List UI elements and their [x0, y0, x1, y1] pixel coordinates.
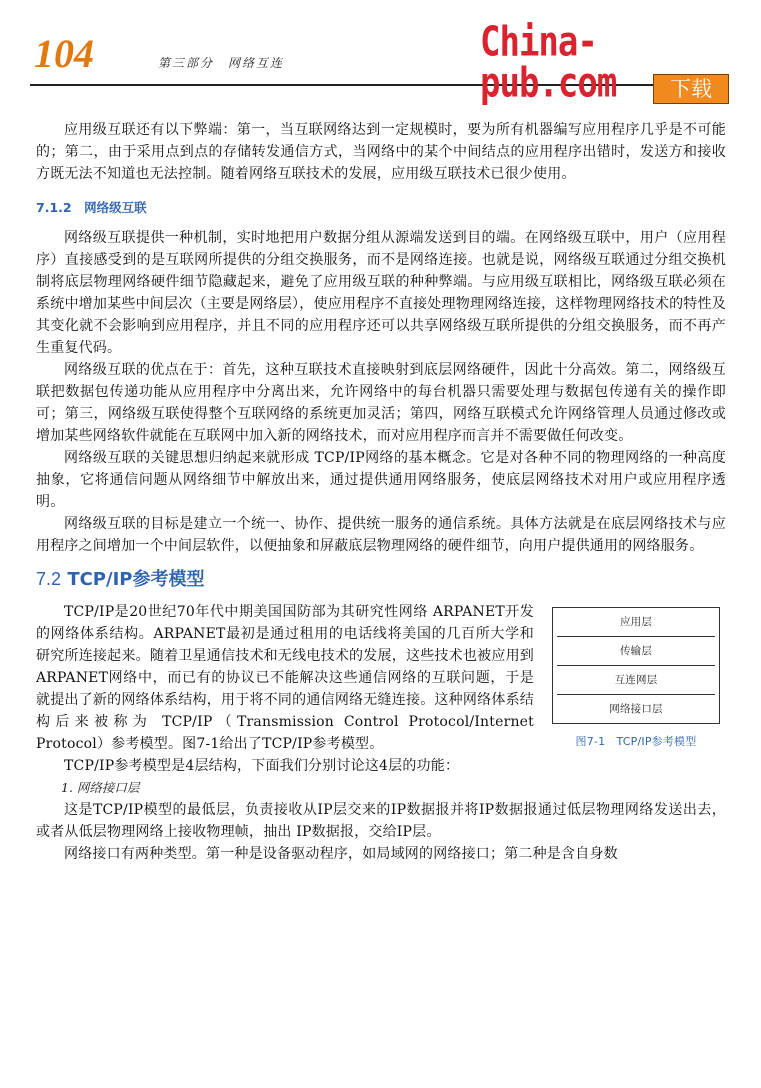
logo-text: China-pub.com	[480, 18, 617, 108]
paragraph-text: TCP/IP是20世纪70年代中期美国国防部为其研究性网络 ARPANET开发的网络体系结构。ARPANET最初是通过租用的电话线将美国的几百所大学和研究所连接起来。随着卫星通信技术和无线电技术的发展，这些技术也被应用到ARPANET网络中，而已有的协议已不能解决这些通信网络的互联问题，于是就提出了新的网络体系结构，用于将不同的通信网络无缝连接。这种网络体系结构后来被称为 TCP/IP（Transmission Control Protocol/Internet Protocol）参考模型。图7-1给出了TCP/IP参考模型。	[36, 604, 534, 752]
paragraph: 网络接口有两种类型。第一种是设备驱动程序，如局域网的网络接口；第二种是含自身数	[64, 846, 618, 862]
paragraph: 网络级互联提供一种机制，实时地把用户数据分组从源端发送到目的端。在网络级互联中，用户（应用程序）直接感受到的是互联网所提供的分组交换服务，而不是网络连接。也就是说，网络级互联通过分组交换机制将底层物理网络硬件细节隐藏起来，避免了应用级互联的种种弊端。与应用级互联相比，网络级互联必须在系统中增加某些中间层次（主要是网络层），使应用程序不直接处理物理网络连接，这样物理网络技术的特性及其变化就不会影响到应用程序，并且不同的应用程序还可以共享网络级互联所提供的分组交换服务，而不再产生重复代码。	[36, 230, 726, 356]
running-title: 第三部分 网络互连	[158, 56, 285, 70]
figure-caption: 图7-1 TCP/IP参考模型	[575, 735, 697, 748]
paragraph: 网络级互联的优点在于：首先，这种互联技术直接映射到底层网络硬件，因此十分高效。第二，网络级互联把数据包传递功能从应用程序中分离出来，允许网络中的每台机器只需要处理与数据包传递有关的操作即可；第三，网络级互联使得整个互联网络的系统更加灵活；第四，网络互联模式允许网络管理人员通过修改或增加某些网络软件就能在互联网中加入新的网络技术，而对应用程序而言并不需要做任何改变。	[36, 362, 726, 444]
layer-application: 应用层	[557, 608, 715, 637]
download-badge[interactable]: 下载	[653, 74, 729, 104]
paragraph: 应用级互联还有以下弊端：第一，当互联网络达到一定规模时，要为所有机器编写应用程序几乎是不可能的；第二，由于采用点到点的存储转发通信方式，当网络中的某个中间结点的应用程序出错时，发送方和接收方既无法不知道也无法控制。随着网络互联技术的发展，应用级互联技术已很少使用。	[36, 122, 726, 182]
paragraph: 这是TCP/IP模型的最低层，负责接收从IP层交来的IP数据报并将IP数据报通过低层物理网络发送出去，或者从低层物理网络上接收物理帧，抽出 IP数据报，交给IP层。	[36, 802, 726, 840]
section-heading-7-1-2: 7.1.2 网络级互联	[36, 200, 147, 215]
paragraph: 网络级互联的关键思想归纳起来就形成 TCP/IP网络的基本概念。它是对各种不同的物理网络的一种高度抽象，它将通信问题从网络细节中解放出来，通过提供通用网络服务，使底层网络技术对用户或应用程序透明。	[36, 450, 726, 510]
figure-7-1	[552, 607, 720, 753]
paragraph: TCP/IP参考模型是4层结构，下面我们分别讨论这4层的功能：	[64, 758, 460, 774]
layer-transport: 传输层	[557, 637, 715, 666]
page-number: 104	[34, 31, 94, 76]
section-number: 7.2	[36, 569, 62, 589]
tcpip-layer-stack	[552, 607, 720, 724]
paragraph: 网络级互联的目标是建立一个统一、协作、提供统一服务的通信系统。具体方法就是在底层网络技术与应用程序之间增加一个中间层软件，以便抽象和屏蔽底层物理网络的硬件细节，向用户提供通用的网络服务。	[36, 516, 726, 554]
layer-internet: 互连网层	[557, 666, 715, 695]
section-title: TCP/IP参考模型	[67, 569, 205, 590]
china-pub-logo[interactable]	[480, 18, 730, 108]
paragraph-with-figure	[36, 601, 726, 755]
section-heading-7-2	[36, 567, 726, 592]
layer-network-interface: 网络接口层	[609, 703, 663, 715]
page-body	[36, 119, 726, 865]
item-heading-network-interface: 1. 网络接口层	[61, 780, 140, 795]
